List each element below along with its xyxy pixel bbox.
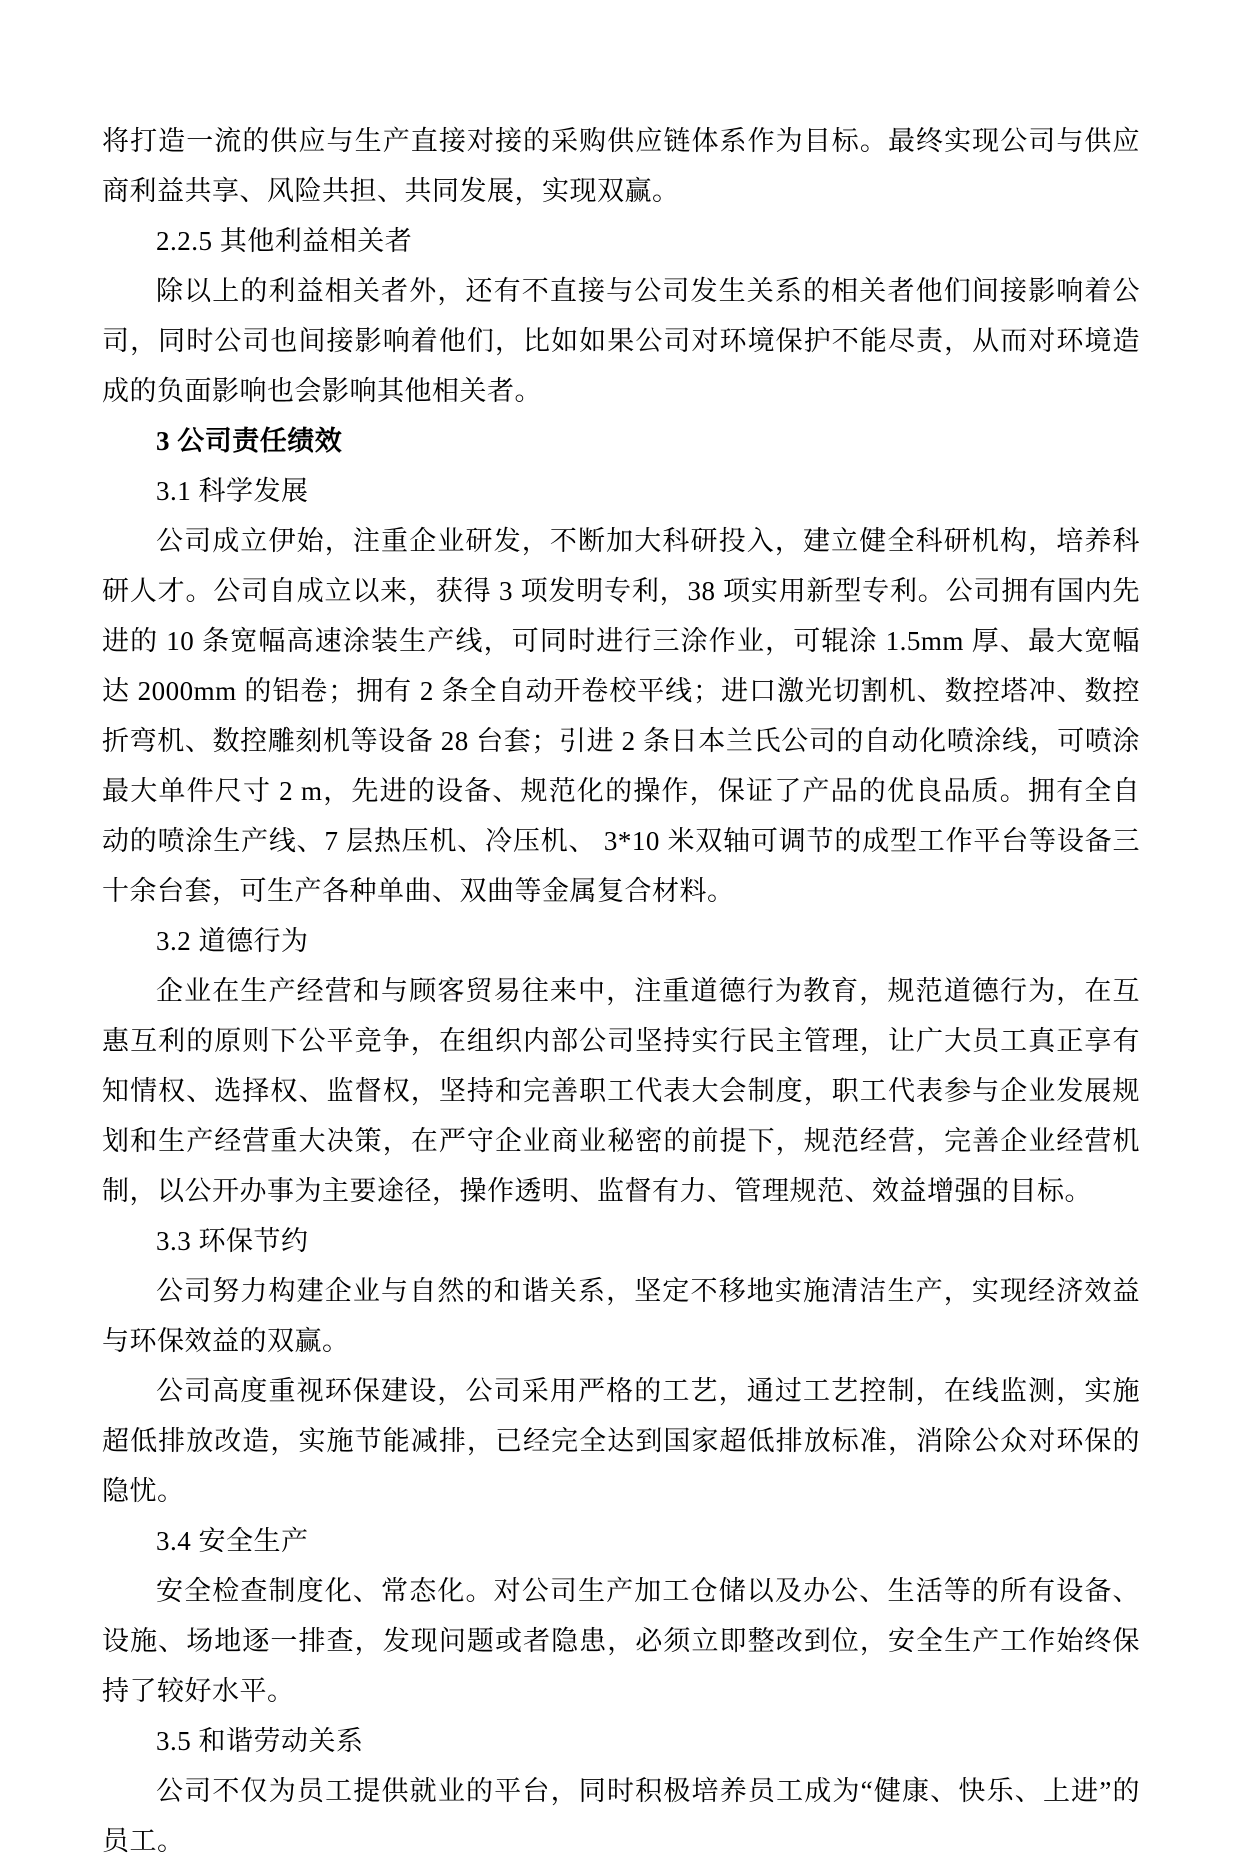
- paragraph-supply-chain-continuation: 将打造一流的供应与生产直接对接的采购供应链体系作为目标。最终实现公司与供应商利益共享、风险共担、共同发展，实现双赢。: [102, 126, 1140, 206]
- heading-3-2-ethical-behavior: 3.2 道德行为: [156, 926, 309, 956]
- paragraph-environment-emissions: 公司高度重视环保建设，公司采用严格的工艺，通过工艺控制，在线监测，实施超低排放改造，实施节能减排，已经完全达到国家超低排放标准，消除公众对环保的隐忧。: [102, 1376, 1140, 1506]
- paragraph-ethical-behavior: 企业在生产经营和与顾客贸易往来中，注重道德行为教育，规范道德行为，在互惠互利的原则下公平竞争，在组织内部公司坚持实行民主管理，让广大员工真正享有知情权、选择权、监督权，坚持和完善职工代表大会制度，职工代表参与企业发展规划和生产经营重大决策，在严守企业商业秘密的前提下，规范经营，完善企业经营机制，以公开办事为主要途径，操作透明、监督有力、管理规范、效益增强的目标。: [102, 976, 1140, 1206]
- heading-3-responsibility-performance: 3 公司责任绩效: [156, 426, 343, 456]
- heading-3-3-environmental-conservation: 3.3 环保节约: [156, 1226, 309, 1256]
- paragraph-other-stakeholders: 除以上的利益相关者外，还有不直接与公司发生关系的相关者他们间接影响着公司，同时公司也间接影响着他们，比如如果公司对环境保护不能尽责，从而对环境造成的负面影响也会影响其他相关者。: [102, 276, 1140, 406]
- heading-2-2-5-other-stakeholders: 2.2.5 其他利益相关者: [156, 226, 413, 256]
- heading-3-5-harmonious-labor-relations: 3.5 和谐劳动关系: [156, 1726, 364, 1756]
- heading-3-4-production-safety: 3.4 安全生产: [156, 1526, 309, 1556]
- paragraph-harmonious-labor-relations: 公司不仅为员工提供就业的平台，同时积极培养员工成为“健康、快乐、上进”的员工。: [102, 1776, 1140, 1856]
- paragraph-scientific-development: 公司成立伊始，注重企业研发，不断加大科研投入，建立健全科研机构，培养科研人才。公司自成立以来，获得 3 项发明专利，38 项实用新型专利。公司拥有国内先进的 10 条宽幅高速涂装生产线，可同时进行三涂作业，可辊涂 1.5mm 厚、最大宽幅达 2000mm 的铝卷；拥有 2 条全自动开卷校平线；进口激光切割机、数控塔冲、数控折弯机、数控雕刻机等设备 28 台套；引进 2 条日本兰氏公司的自动化喷涂线，可喷涂最大单件尺寸 2 m，先进的设备、规范化的操作，保证了产品的优良品质。拥有全自动的喷涂生产线、7 层热压机、冷压机、 3*10 米双轴可调节的成型工作平台等设备三十余台套，可生产各种单曲、双曲等金属复合材料。: [102, 526, 1140, 906]
- paragraph-production-safety: 安全检查制度化、常态化。对公司生产加工仓储以及办公、生活等的所有设备、设施、场地逐一排查，发现问题或者隐患，必须立即整改到位，安全生产工作始终保持了较好水平。: [102, 1576, 1140, 1706]
- paragraph-environment-harmony: 公司努力构建企业与自然的和谐关系，坚定不移地实施清洁生产，实现经济效益与环保效益的双赢。: [102, 1276, 1140, 1356]
- heading-3-1-scientific-development: 3.1 科学发展: [156, 476, 309, 506]
